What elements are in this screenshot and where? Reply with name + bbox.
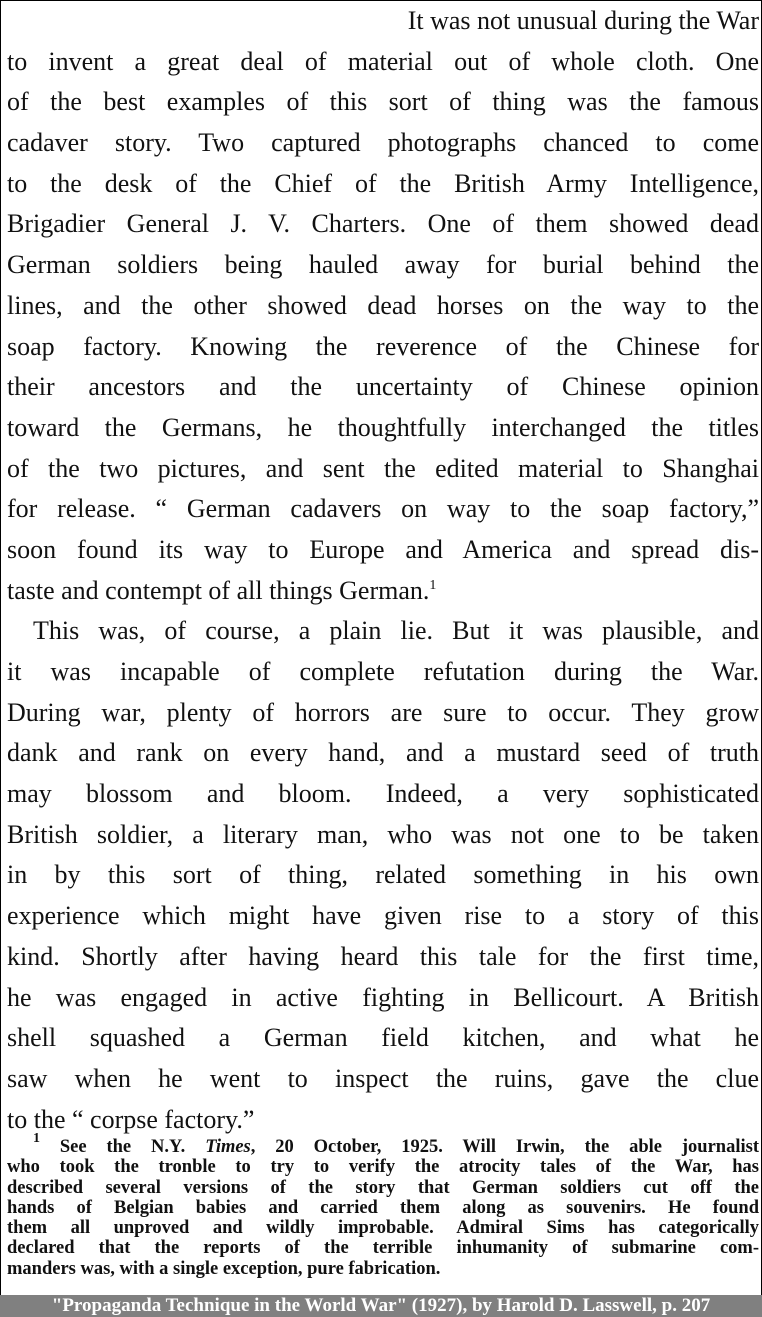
footnote-line: who took the tronble to try to verify the atrocity tales of the War, has [7, 1157, 759, 1178]
text-line: to the desk of the Chief of the British Army Intelligence, [7, 168, 759, 198]
text-line: soap factory. Knowing the reverence of the Chinese for [7, 331, 759, 361]
text-line: German soldiers being hauled away for burial behind the [7, 250, 759, 280]
text-line: Brigadier General J. V. Charters. One of them showed dead [7, 209, 759, 239]
text-line: to invent a great deal of material out of whole cloth. One [7, 46, 759, 76]
text-line: shell squashed a German field kitchen, and what he [7, 1023, 759, 1053]
text-line: cadaver story. Two captured photographs chanced to come [7, 128, 759, 158]
text-line: kind. Shortly after having heard this tale for the first time, [7, 941, 759, 971]
footnote-line: hands of Belgian babies and carried them along as souvenirs. He found [7, 1197, 759, 1218]
text-line: for release. “ German cadavers on way to the soap factory,” [7, 494, 759, 524]
body-text [7, 1, 759, 1140]
text-line: dank and rank on every hand, and a mustard seed of truth [7, 738, 759, 768]
footnote-line: them all unproved and wildly improbable. Admiral Sims has categorically [7, 1218, 759, 1239]
footnote-line: manders was, with a single exception, pure fabrication. [7, 1258, 441, 1279]
text-line: he was engaged in active fighting in Bellicourt. A British [7, 982, 759, 1012]
text-line: taste and contempt of all things German. [7, 575, 430, 605]
footnote-line: declared that the reports of the terrible inhumanity of submarine com- [7, 1238, 759, 1259]
text-line: in by this sort of thing, related something in his own [7, 860, 759, 890]
text-line: soon found its way to Europe and America and spread dis- [7, 534, 759, 564]
text-line: saw when he went to inspect the ruins, gave the clue [7, 1063, 759, 1093]
footnote-number: 1 [33, 1131, 40, 1146]
text-line: lines, and the other showed dead horses on the way to the [7, 290, 759, 320]
publication-title: Times [205, 1137, 251, 1157]
text-line: experience which might have given rise to a story of this [7, 901, 759, 931]
text-line: their ancestors and the uncertainty of Chinese opinion [7, 372, 759, 402]
source-caption: "Propaganda Technique in the World War" (1927), by Harold D. Lasswell, p. 207 [0, 1295, 762, 1317]
text-line: to the “ corpse factory.” [7, 1104, 255, 1134]
footnote-line: $^1$ See the N.Y. Times, 20 October, 1925. Will Irwin, the able journalist [33, 1131, 759, 1157]
text-line-with-footnote [7, 571, 759, 612]
text-line: British soldier, a literary man, who was not one to be taken [7, 819, 759, 849]
footnote-line: described several versions of the story that German soldiers cut off the [7, 1177, 759, 1198]
text-line: During war, plenty of horrors are sure to occur. They grow [7, 697, 759, 727]
text-line: of the two pictures, and sent the edited material to Shanghai [7, 453, 759, 483]
text-line: toward the Germans, he thoughtfully interchanged the titles [7, 412, 759, 442]
footnote-marker: 1 [429, 577, 437, 593]
text-line: may blossom and bloom. Indeed, a very sophisticated [7, 779, 759, 809]
text-line: of the best examples of this sort of thing was the famous [7, 87, 759, 117]
footnote [7, 1131, 759, 1279]
text-line: it was incapable of complete refutation during the War. [7, 657, 759, 686]
text-line: It was not unusual during the War [407, 6, 759, 35]
text-line: This was, of course, a plain lie. But it was plausible, and [33, 616, 759, 646]
